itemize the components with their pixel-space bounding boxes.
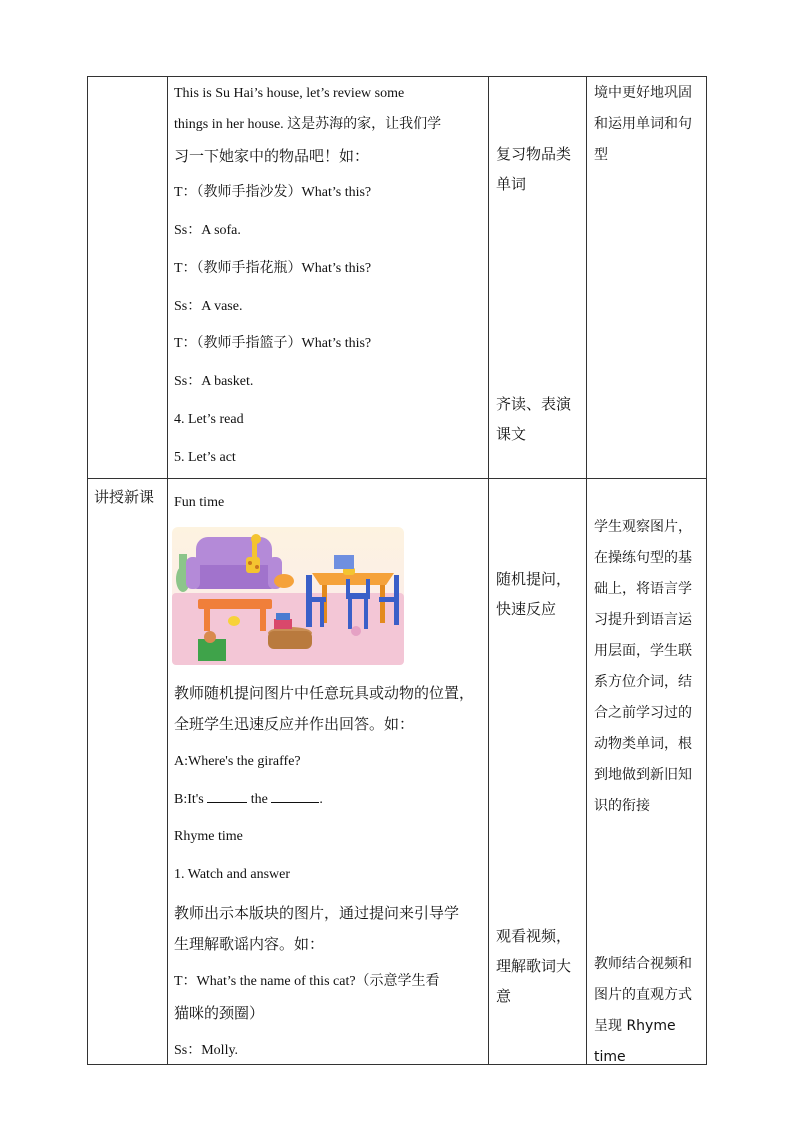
purpose-note: 境中更好地巩固和运用单词和句型 <box>594 85 692 163</box>
instruction-line: 生理解歌谣内容。如： <box>174 935 325 953</box>
stage-label: 讲授新课 <box>94 488 155 506</box>
design-note: 齐读、表演课文 <box>496 395 572 443</box>
duck-icon <box>228 616 240 626</box>
step-item: 5. Let’s act <box>174 450 236 465</box>
section-title: Fun time <box>174 495 225 510</box>
section-title: Rhyme time <box>174 829 243 844</box>
intro-line: This is Su Hai’s house, let’s review some <box>174 86 405 101</box>
dialogue-answer <box>174 789 480 811</box>
room-illustration <box>172 527 404 665</box>
answer-prefix: B:It's <box>174 792 204 807</box>
teacher-question: T：（教师手指花瓶）What’s this? <box>174 261 372 276</box>
instruction-line: 教师随机提问图片中任意玩具或动物的位置， <box>174 684 475 702</box>
design-note: 观看视频，理解歌词大意 <box>496 927 572 1005</box>
dog-icon <box>274 574 294 588</box>
teacher-question: T：（教师手指篮子）What’s this? <box>174 336 372 351</box>
dialogue-question: A:Where's the giraffe? <box>174 754 301 769</box>
design-note: 复习物品类单词 <box>496 145 572 193</box>
column-divider-3 <box>586 76 587 1065</box>
toy-icon <box>351 626 361 636</box>
column-divider-1 <box>167 76 168 1065</box>
monkey-icon <box>204 631 216 643</box>
step-item: 4. Let’s read <box>174 412 244 427</box>
answer-blank <box>271 790 319 803</box>
purpose-note: 学生观察图片，在操练句型的基础上，将语言学习提升到语言运用层面，学生联系方位介词，结合之前学习过的动物类单词，根到地做到新旧知识的衔接 <box>594 519 692 814</box>
teacher-question: 猫咪的颈圈） <box>174 1004 265 1022</box>
answer-mid: the <box>250 792 268 807</box>
teacher-question: T：（教师手指沙发）What’s this? <box>174 185 372 200</box>
intro-line: 习一下她家中的物品吧！如： <box>174 147 370 165</box>
student-answer: Ss：A sofa. <box>174 223 241 238</box>
student-answer: Ss：Molly. <box>174 1043 239 1058</box>
instruction-line: 全班学生迅速反应并作出回答。如： <box>174 715 415 733</box>
sofa-icon <box>186 537 282 589</box>
row-divider <box>87 478 707 479</box>
column-divider-2 <box>488 76 489 1065</box>
answer-suffix: . <box>319 792 323 807</box>
instruction-line: 教师出示本版块的图片，通过提问来引导学 <box>174 904 460 922</box>
student-answer: Ss：A basket. <box>174 374 254 389</box>
teacher-question: T：What’s the name of this cat?（示意学生看 <box>174 974 440 989</box>
answer-blank <box>207 790 247 803</box>
student-answer: Ss：A vase. <box>174 299 243 314</box>
purpose-note: 教师结合视频和图片的直观方式呈现 Rhyme time <box>594 956 692 1065</box>
design-note: 随机提问，快速反应 <box>496 570 572 618</box>
step-item: 1. Watch and answer <box>174 867 291 882</box>
intro-line: things in her house. 这是苏海的家，让我们学 <box>174 117 442 132</box>
